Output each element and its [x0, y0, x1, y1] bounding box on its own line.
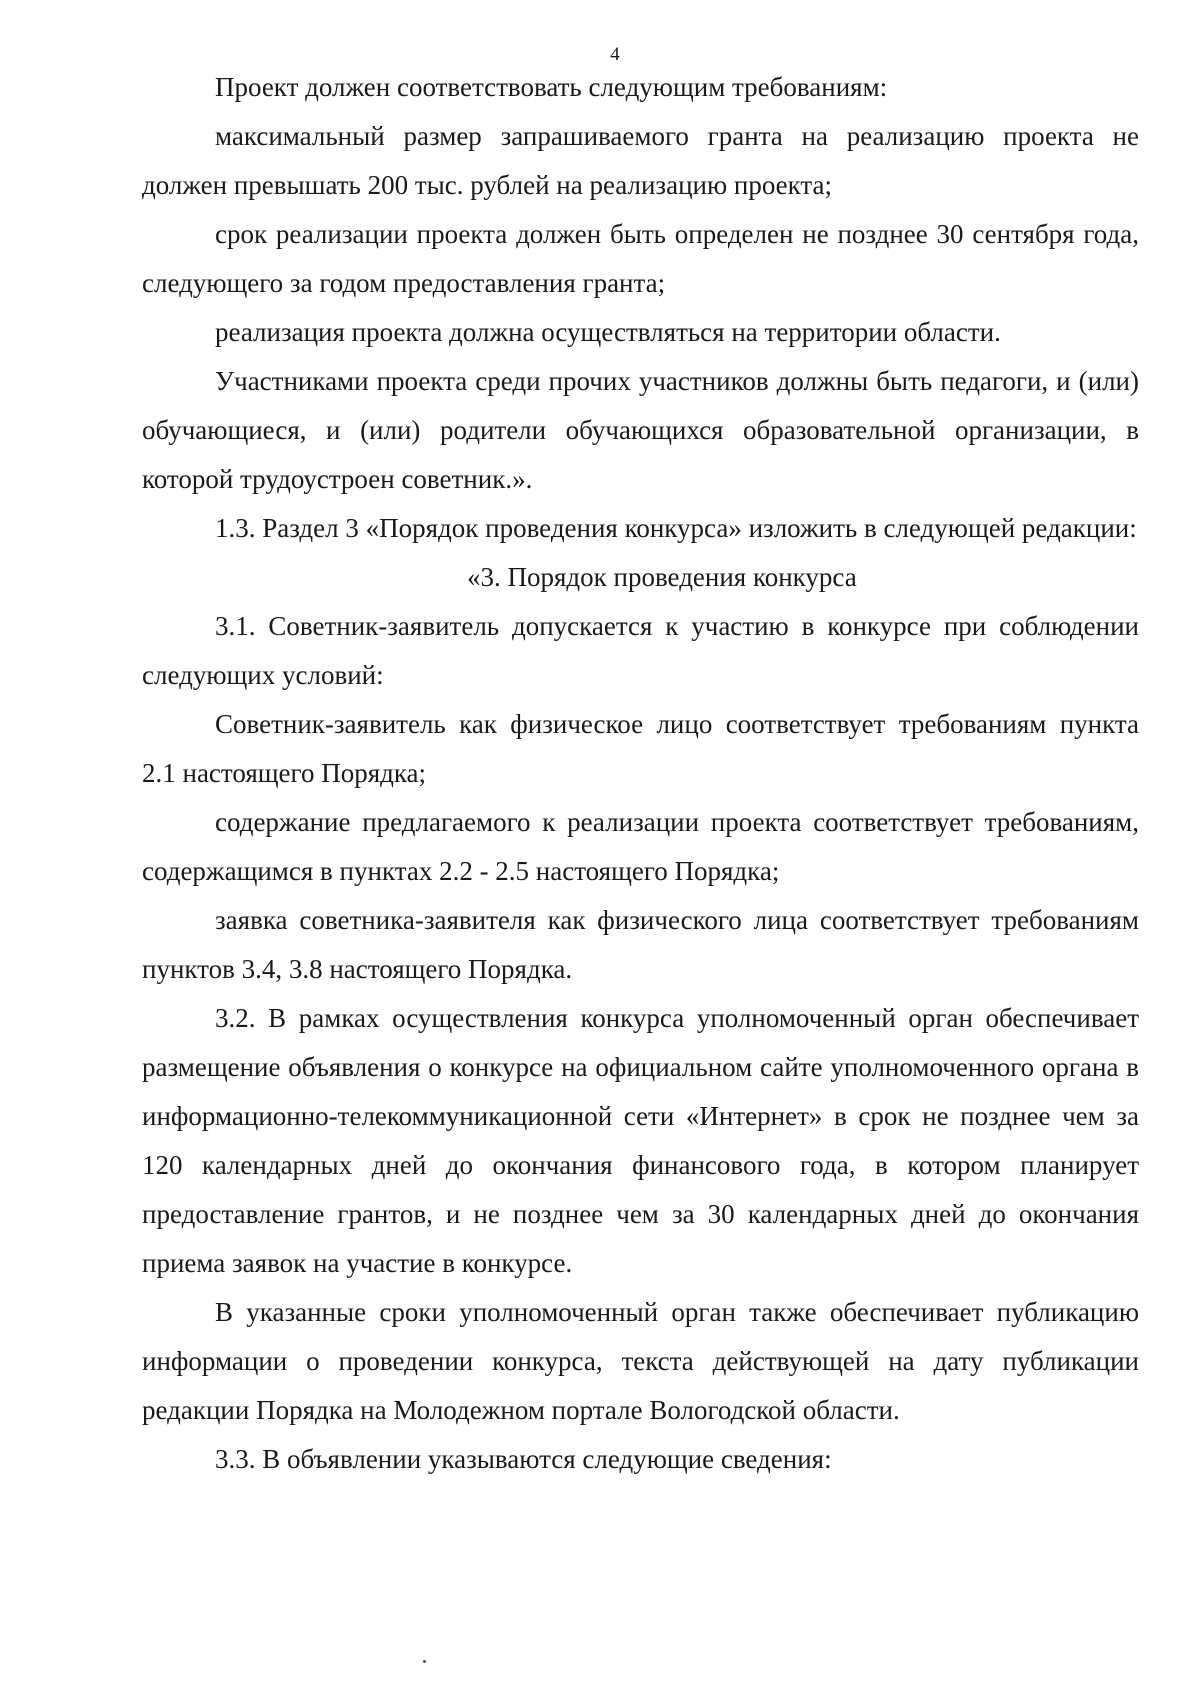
- paragraph-condition-3: заявка советника-заявителя как физического лица соответствует требованиям пунктов 3.4, 3.8 настоящего Порядка.: [142, 905, 1139, 984]
- paragraph-condition-1: Советник-заявитель как физическое лицо соответствует требованиям пункта 2.1 настоящего Порядка;: [142, 709, 1139, 788]
- paragraph-publication: В указанные сроки уполномоченный орган также обеспечивает публикацию информации о проведении конкурса, текста действующей на дату публикации редакции Порядка на Молодежном портале Вологодской области.: [142, 1297, 1139, 1425]
- paragraph-3-2: 3.2. В рамках осуществления конкурса уполномоченный орган обеспечивает размещение объявления о конкурсе на официальном сайте уполномоченного органа в информационно-телекоммуникационной сети «Интернет» в срок не позднее чем за 120 календарных дней до окончания финансового года, в котором планирует предоставление грантов, и не позднее чем за 30 календарных дней до окончания приема заявок на участие в конкурсе.: [142, 1003, 1139, 1278]
- paragraph-participants: Участниками проекта среди прочих участников должны быть педагоги, и (или) обучающиеся, и (или) родители обучающихся образовательной организации, в которой трудоустроен советник.».: [142, 366, 1139, 494]
- paragraph-max-grant: максимальный размер запрашиваемого гранта на реализацию проекта не должен превышать 200 тыс. рублей на реализацию проекта;: [142, 121, 1139, 200]
- paragraph-3-3: 3.3. В объявлении указываются следующие сведения:: [215, 1444, 832, 1474]
- paragraph-deadline: срок реализации проекта должен быть определен не позднее 30 сентября года, следующего за годом предоставления гранта;: [142, 219, 1139, 298]
- paragraph-3-1: 3.1. Советник-заявитель допускается к участию в конкурсе при соблюдении следующих условий:: [142, 611, 1139, 690]
- paragraph-condition-2: содержание предлагаемого к реализации проекта соответствует требованиям, содержащимся в пунктах 2.2 - 2.5 настоящего Порядка;: [142, 807, 1139, 886]
- section-heading: «3. Порядок проведения конкурса: [467, 562, 857, 592]
- paragraph-territory: реализация проекта должна осуществляться на территории области.: [215, 317, 1001, 347]
- paragraph-section-1-3: 1.3. Раздел 3 «Порядок проведения конкурса» изложить в следующей редакции:: [215, 513, 1137, 543]
- paragraph-project-requirements: Проект должен соответствовать следующим требованиям:: [215, 72, 888, 102]
- page-number: 4: [610, 44, 620, 65]
- scan-speck: [423, 1660, 426, 1663]
- document-body: [142, 63, 1139, 1484]
